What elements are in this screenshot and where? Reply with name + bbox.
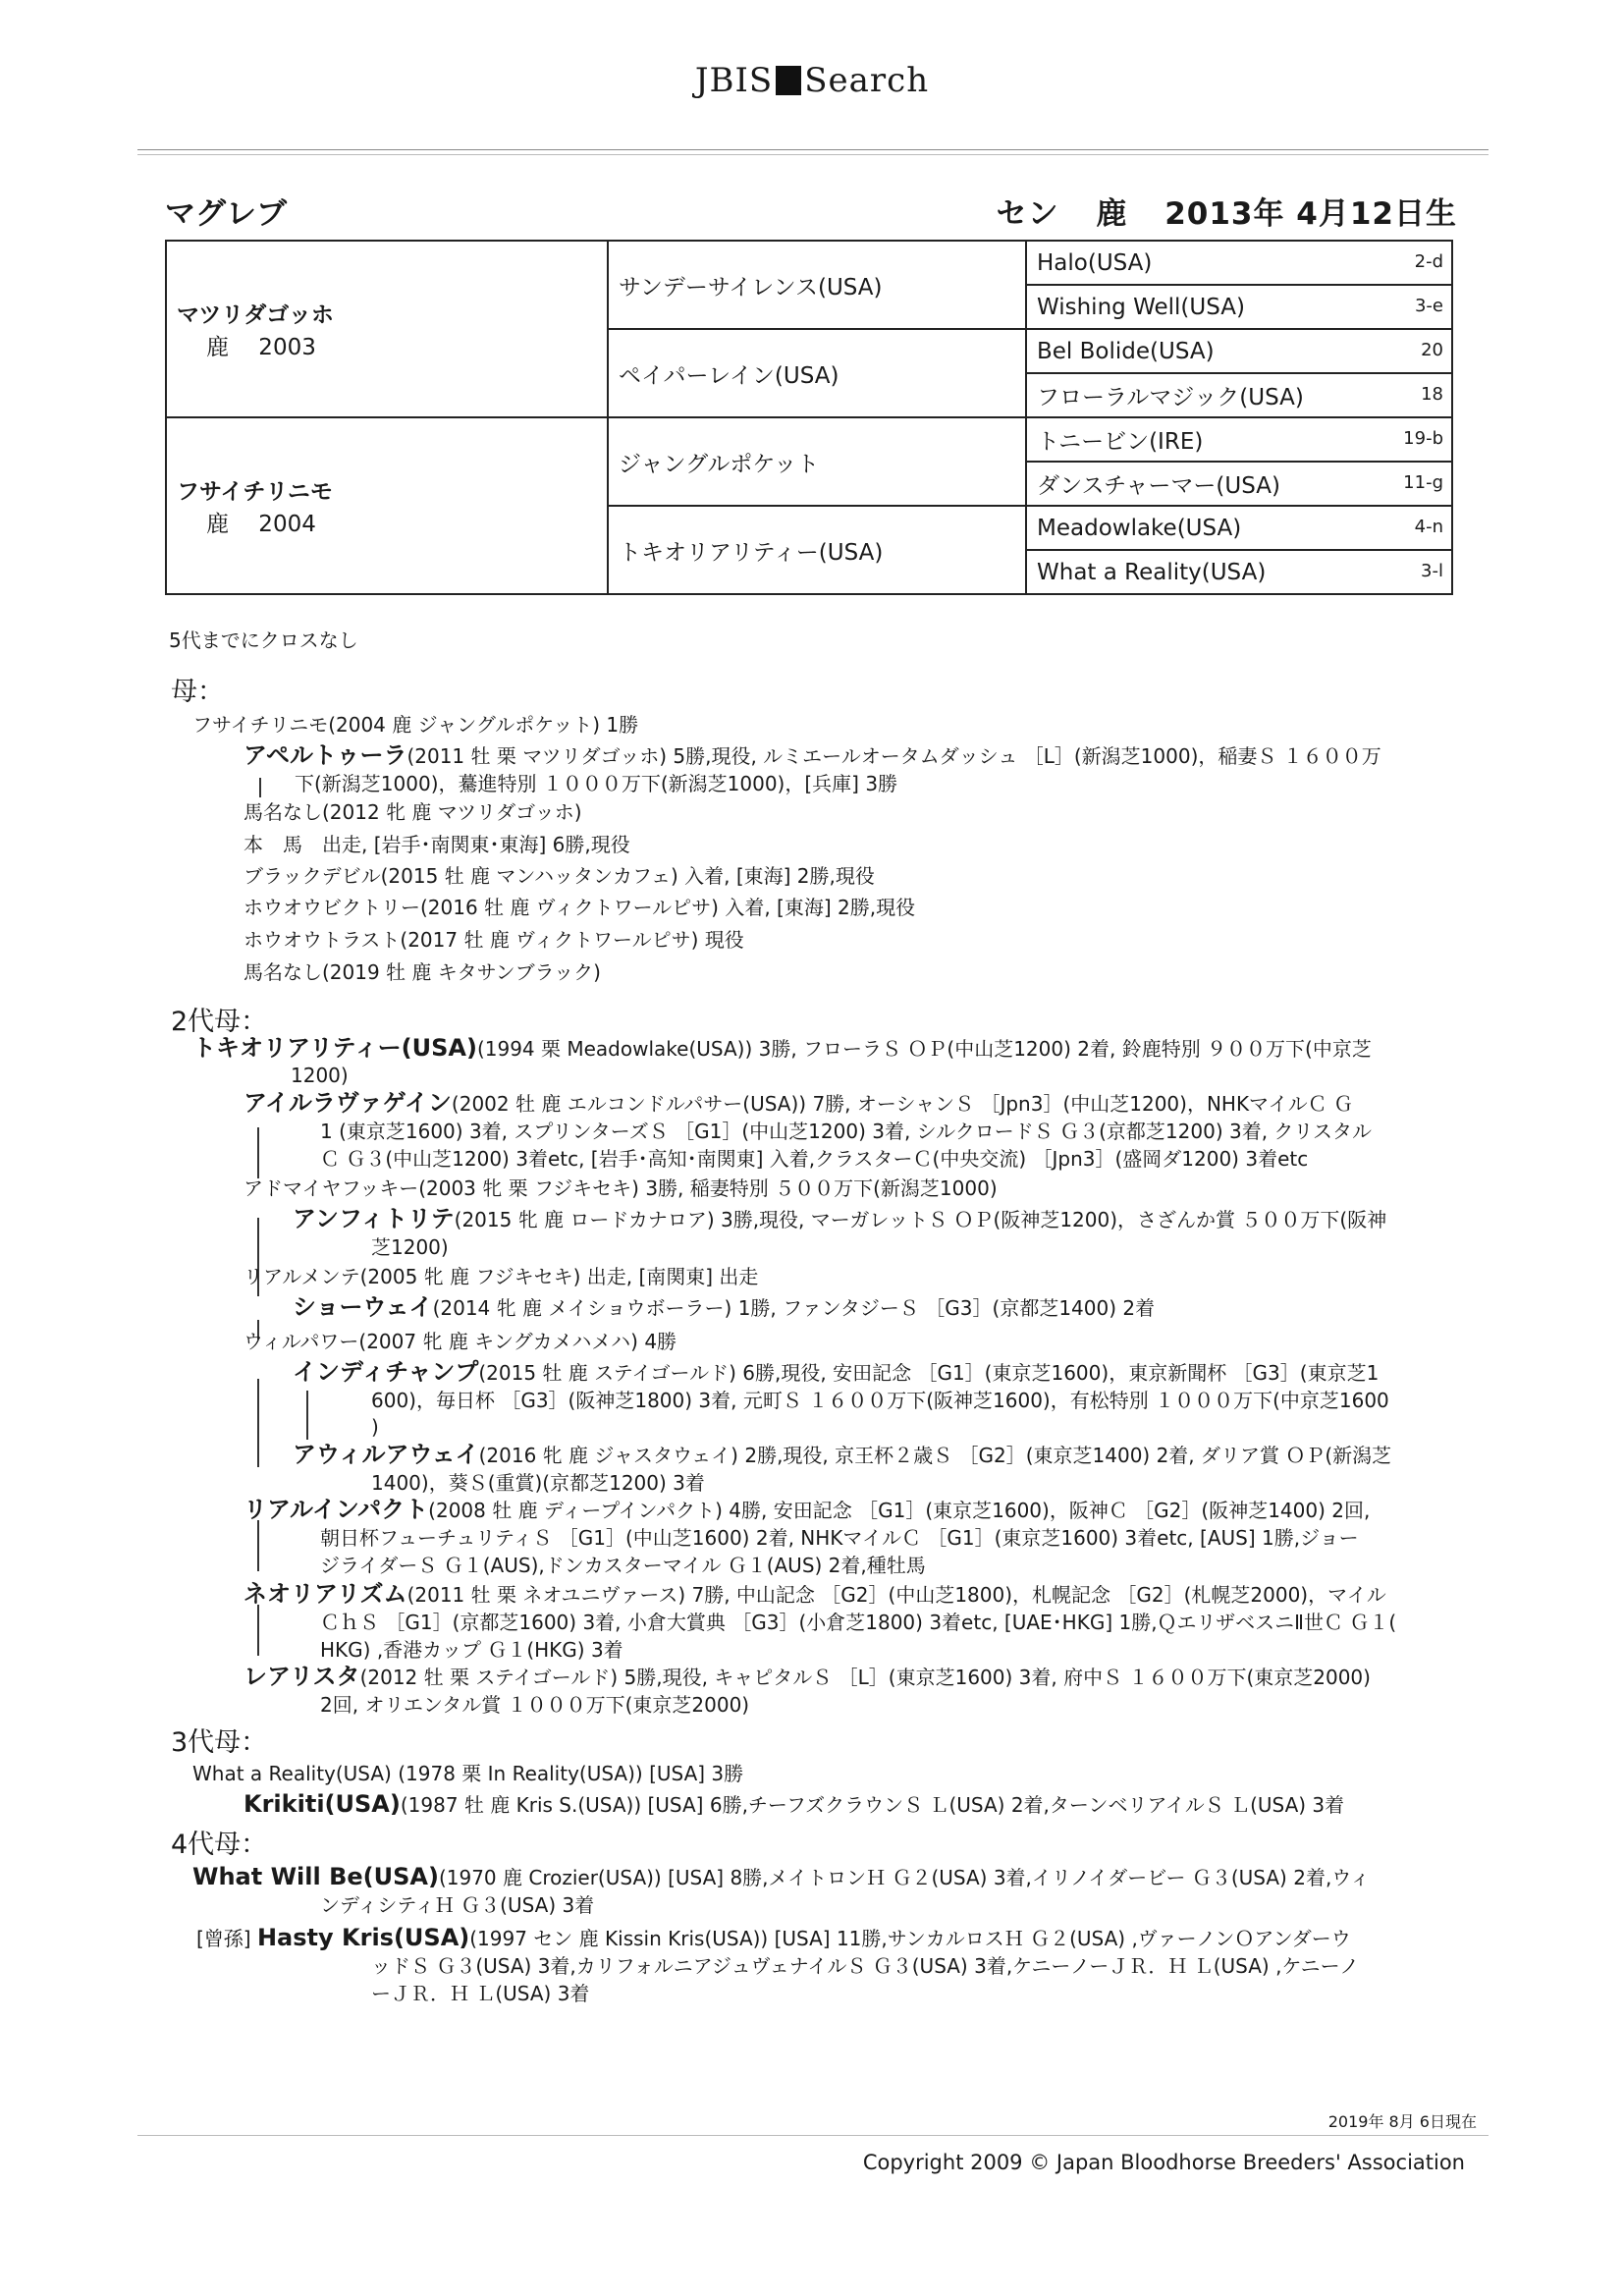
family-line bbox=[192, 1035, 1372, 1062]
horse-name: マグレブ bbox=[165, 196, 287, 232]
dam-name: フサイチリニモ bbox=[177, 479, 333, 505]
family-line bbox=[320, 1118, 1372, 1144]
family-line-text: (1970 鹿 Crozier(USA)) [USA] 8勝,メイトロンＨ Ｇ２(USA) 3着,イリノイダービー Ｇ３(USA) 2着,ウィ bbox=[438, 1866, 1371, 1889]
family-line bbox=[244, 1581, 1386, 1608]
family-line bbox=[320, 1691, 749, 1718]
family-line-text: (2011 牡 栗 マツリダゴッホ) 5勝,現役, ルミエールオータムダッシュ ［L］(新潟芝1000)，稲妻Ｓ １６００万 bbox=[406, 744, 1381, 768]
family-line-text: (2011 牡 栗 ネオユニヴァース) 7勝, 中山記念 ［G2］(中山芝1800)，札幌記念 ［G2］(札幌芝2000)，マイル bbox=[406, 1583, 1386, 1607]
horse-info bbox=[971, 189, 1457, 233]
family-line-text: (2014 牝 鹿 メイショウボーラー) 1勝, ファンタジーＳ ［G3］(京都芝1400) 2着 bbox=[432, 1296, 1156, 1320]
family-line-text: (1997 セン 鹿 Kissin Kris(USA)) [USA] 11勝,サンカルロスＨ Ｇ２(USA) ,ヴァーノンＯアンダーウ bbox=[469, 1927, 1351, 1950]
family-line bbox=[244, 1497, 1370, 1523]
family-line bbox=[244, 926, 744, 953]
family-line-text: 朝日杯フューチュリティＳ ［G1］(中山芝1600) 2着, NHKマイルＣ ［G1］(東京芝1600) 3着etc, [AUS] 1勝,ジョー bbox=[320, 1526, 1359, 1550]
family-line bbox=[320, 1891, 594, 1918]
family-line-text: (1994 栗 Meadowlake(USA)) 3勝, フローラＳ ＯＰ(中山芝1200) 2着, 鈴鹿特別 ９００万下(中京芝 bbox=[476, 1037, 1372, 1061]
family-number: 18 bbox=[1421, 384, 1443, 405]
horse-title-row bbox=[165, 189, 1457, 232]
section-third-dam: 3代母： bbox=[171, 1727, 268, 1758]
family-line bbox=[371, 1469, 705, 1496]
footer-divider bbox=[137, 2135, 1489, 2136]
family-line bbox=[293, 1294, 1155, 1321]
family-line bbox=[371, 1952, 1359, 1979]
section-dam: 母： bbox=[171, 677, 224, 707]
family-line-text: 下(新潟芝1000)，驀進特別 １０００万下(新潟芝1000)，[兵庫] 3勝 bbox=[295, 772, 898, 795]
copyright: Copyright 2009 © Japan Bloodhorse Breeders' Association bbox=[862, 2151, 1465, 2174]
family-horse-name: ショーウェイ bbox=[293, 1293, 433, 1321]
family-line bbox=[244, 1175, 998, 1201]
family-line-text: 芝1200) bbox=[371, 1235, 449, 1259]
family-line-text: ホウオウトラスト(2017 牡 鹿 ヴィクトワールピサ) 現役 bbox=[244, 928, 744, 952]
as-of-date: 2019年 8月 6日現在 bbox=[1327, 2112, 1477, 2131]
pedigree-gen3-cell bbox=[1026, 506, 1452, 550]
pedigree-gen3-cell bbox=[1026, 417, 1452, 462]
section-fourth-dam: 4代母： bbox=[171, 1830, 268, 1860]
family-line bbox=[244, 742, 1381, 769]
family-line bbox=[192, 1864, 1370, 1890]
family-number: 19-b bbox=[1403, 428, 1443, 449]
family-line-text: (2015 牡 鹿 ステイゴールド) 6勝,現役, 安田記念 ［G1］(東京芝1600)，東京新聞杯 ［G3］(東京芝1 bbox=[478, 1361, 1380, 1385]
family-horse-name: アペルトゥーラ bbox=[244, 741, 407, 769]
family-line bbox=[196, 1925, 1351, 1951]
family-line bbox=[295, 770, 897, 796]
family-number: 11-g bbox=[1403, 472, 1443, 493]
family-line-text: 馬名なし(2012 牝 鹿 マツリダゴッホ) bbox=[244, 800, 582, 824]
family-horse-name: ネオリアリズム bbox=[244, 1580, 407, 1608]
pedigree-gen3-cell bbox=[1026, 329, 1452, 373]
family-horse-name: What Will Be(USA) bbox=[192, 1863, 439, 1890]
family-number: 3-e bbox=[1414, 296, 1443, 316]
family-line bbox=[371, 1413, 379, 1440]
pedigree-gen3-cell bbox=[1026, 285, 1452, 329]
section-second-dam: 2代母： bbox=[171, 1007, 268, 1037]
family-line bbox=[244, 862, 875, 889]
pedigree-gen3-name: トニービン(IRE) bbox=[1037, 429, 1204, 455]
family-number: 3-l bbox=[1421, 561, 1443, 581]
family-connector bbox=[257, 1605, 259, 1656]
family-line bbox=[320, 1636, 623, 1663]
family-horse-name: アイルラヴァゲイン bbox=[244, 1089, 452, 1117]
pedigree-table bbox=[165, 240, 1453, 595]
pedigree-gen2-cell: トキオリアリティー(USA) bbox=[608, 506, 1026, 594]
pedigree-gen3-name: Bel Bolide(USA) bbox=[1037, 338, 1215, 364]
dam-detail: 鹿 2004 bbox=[206, 512, 316, 537]
pedigree-gen3-name: フローラルマジック(USA) bbox=[1037, 385, 1304, 410]
family-line-text: ジライダーＳ Ｇ１(AUS),ドンカスターマイル Ｇ１(AUS) 2着,種牡馬 bbox=[320, 1554, 926, 1577]
family-line-text: 本 馬 出走, [岩手･南関東･東海] 6勝,現役 bbox=[244, 833, 630, 856]
family-line-text: 1 (東京芝1600) 3着, スプリンターズＳ ［G1］(中山芝1200) 3着, シルクロードＳ Ｇ３(京都芝1200) 3着, クリスタル bbox=[320, 1120, 1373, 1143]
family-line-text: (2002 牡 鹿 エルコンドルパサー(USA)) 7勝, オーシャンＳ ［Jpn3］(中山芝1200)，NHKマイルＣ Ｇ bbox=[451, 1092, 1354, 1116]
family-line-text: (2008 牡 鹿 ディープインパクト) 4勝, 安田記念 ［G1］(東京芝1600)，阪神Ｃ ［G2］(阪神芝1400) 2回, bbox=[428, 1499, 1371, 1522]
family-line-text: ッドＳ Ｇ３(USA) 3着,カリフォルニアジュヴェナイルＳ Ｇ３(USA) 3着,ケニーノーＪＲ．Ｈ Ｌ(USA) ,ケニーノ bbox=[371, 1954, 1360, 1978]
pedigree-gen3-cell bbox=[1026, 462, 1452, 506]
pedigree-gen3-cell bbox=[1026, 241, 1452, 285]
family-connector bbox=[257, 1520, 259, 1571]
horse-sex: セン bbox=[996, 196, 1059, 232]
family-number: 2-d bbox=[1414, 251, 1443, 272]
family-line bbox=[244, 1791, 1344, 1818]
family-line bbox=[293, 1206, 1386, 1232]
pedigree-sire bbox=[166, 241, 608, 417]
pedigree-gen3-name: Halo(USA) bbox=[1037, 249, 1153, 276]
family-horse-name: インディチャンプ bbox=[293, 1358, 479, 1386]
family-line bbox=[244, 1263, 758, 1289]
family-prefix: [曾孫] bbox=[196, 1927, 251, 1950]
family-line-text: ブラックデビル(2015 牡 鹿 マンハッタンカフェ) 入着, [東海] 2勝,現役 bbox=[244, 864, 875, 888]
family-line-text: HKG) ,香港カップ Ｇ１(HKG) 3着 bbox=[320, 1638, 623, 1662]
family-horse-name: Krikiti(USA) bbox=[244, 1790, 401, 1818]
family-line-text: 2回, オリエンタル賞 １０００万下(東京芝2000) bbox=[320, 1693, 750, 1717]
pedigree-gen2-cell: ペイパーレイン(USA) bbox=[608, 329, 1026, 417]
pedigree-gen3-name: ダンスチャーマー(USA) bbox=[1037, 473, 1280, 499]
family-line bbox=[244, 1328, 677, 1354]
family-line bbox=[293, 1359, 1379, 1386]
family-line-text: ＣｈＳ ［G1］(京都芝1600) 3着, 小倉大賞典 ［G3］(小倉芝1800) 3着etc, [UAE･HKG] 1勝,ＱエリザベスニⅡ世Ｃ Ｇ１( bbox=[320, 1611, 1397, 1634]
family-line-text: ホウオウビクトリー(2016 牡 鹿 ヴィクトワールピサ) 入着, [東海] 2勝,現役 bbox=[244, 896, 916, 919]
family-number: 4-n bbox=[1414, 517, 1443, 537]
horse-birth: 2013年 4月12日生 bbox=[1164, 196, 1457, 232]
family-line-text: (2015 牝 鹿 ロードカナロア) 3勝,現役, マーガレットＳ ＯＰ(阪神芝1200)，さざんか賞 ５００万下(阪神 bbox=[454, 1208, 1387, 1231]
family-line-text: アドマイヤフッキー(2003 牝 栗 フジキセキ) 3勝, 稲妻特別 ５００万下(新潟芝1000) bbox=[244, 1176, 998, 1200]
family-line-text: (2012 牡 栗 ステイゴールド) 5勝,現役, キャピタルＳ ［L］(東京芝1600) 3着, 府中Ｓ １６００万下(東京芝2000) bbox=[359, 1666, 1371, 1689]
family-horse-name: Hasty Kris(USA) bbox=[256, 1924, 470, 1951]
logo-text-left: JBIS bbox=[694, 61, 774, 100]
cross-note: 5代までにクロスなし bbox=[169, 629, 358, 652]
family-line bbox=[320, 1552, 926, 1578]
pedigree-dam bbox=[166, 417, 608, 594]
family-connector bbox=[259, 778, 261, 797]
family-line-text: 600)，毎日杯 ［G3］(阪神芝1800) 3着, 元町Ｓ １６００万下(阪神芝1600)，有松特別 １０００万下(中京芝1600 bbox=[371, 1389, 1389, 1412]
family-line-text: (2016 牝 鹿 ジャスタウェイ) 2勝,現役, 京王杯２歳Ｓ ［G2］(東京芝1400) 2着, ダリア賞 ＯＰ(新潟芝 bbox=[478, 1444, 1392, 1467]
horse-color: 鹿 bbox=[1096, 196, 1128, 232]
header-divider bbox=[137, 149, 1489, 150]
family-line-text: ウィルパワー(2007 牝 鹿 キングカメハメハ) 4勝 bbox=[244, 1330, 677, 1353]
family-connector bbox=[257, 1127, 259, 1178]
family-line bbox=[371, 1980, 589, 2006]
family-horse-name: リアルインパクト bbox=[244, 1496, 429, 1523]
family-line bbox=[320, 1609, 1396, 1635]
pedigree-gen3-name: Wishing Well(USA) bbox=[1037, 294, 1245, 320]
family-horse-name: アウィルアウェイ bbox=[293, 1441, 479, 1468]
family-horse-name: アンフィトリテ bbox=[293, 1205, 455, 1232]
pedigree-gen3-cell bbox=[1026, 373, 1452, 417]
family-connector bbox=[257, 1379, 259, 1467]
pedigree-gen3-name: What a Reality(USA) bbox=[1037, 559, 1267, 585]
family-line-text: ンディシティＨ Ｇ３(USA) 3着 bbox=[320, 1893, 595, 1917]
family-line-text: ) bbox=[371, 1415, 379, 1439]
pedigree-gen3-name: Meadowlake(USA) bbox=[1037, 515, 1242, 541]
family-line bbox=[244, 1664, 1371, 1690]
family-line bbox=[371, 1233, 449, 1260]
jbis-search-logo bbox=[0, 61, 1624, 100]
family-line-text: 1400)，葵Ｓ(重賞)(京都芝1200) 3着 bbox=[371, 1471, 705, 1495]
family-line bbox=[371, 1387, 1389, 1413]
logo-horse-icon bbox=[776, 66, 801, 95]
family-number: 20 bbox=[1421, 340, 1443, 360]
pedigree-gen2-cell: ジャングルポケット bbox=[608, 417, 1026, 506]
family-line-text: フサイチリニモ(2004 鹿 ジャングルポケット) 1勝 bbox=[192, 713, 639, 737]
family-line-text: What a Reality(USA) (1978 栗 In Reality(USA)) [USA] 3勝 bbox=[192, 1762, 744, 1785]
family-line bbox=[320, 1145, 1308, 1172]
family-horse-name: レアリスタ bbox=[244, 1663, 360, 1690]
family-line-text: リアルメンテ(2005 牝 鹿 フジキセキ) 出走, [南関東] 出走 bbox=[244, 1265, 759, 1288]
family-line bbox=[291, 1062, 349, 1088]
pedigree-gen3-cell bbox=[1026, 550, 1452, 594]
family-line bbox=[244, 958, 601, 985]
logo-text-right: Search bbox=[804, 61, 930, 100]
family-line bbox=[244, 798, 582, 825]
family-line bbox=[293, 1442, 1391, 1468]
family-line-text: Ｃ Ｇ３(中山芝1200) 3着etc, [岩手･高知･南関東] 入着,クラスターＣ(中央交流) ［Jpn3］(盛岡ダ1200) 3着etc bbox=[320, 1147, 1309, 1171]
sire-detail: 鹿 2003 bbox=[206, 335, 316, 360]
pedigree-gen2-cell: サンデーサイレンス(USA) bbox=[608, 241, 1026, 329]
family-line bbox=[244, 1090, 1353, 1117]
family-line bbox=[192, 711, 638, 738]
family-line-text: (1987 牡 鹿 Kris S.(USA)) [USA] 6勝,チーフズクラウンＳ Ｌ(USA) 2着,ターンベリアイルＳ Ｌ(USA) 3着 bbox=[400, 1793, 1345, 1817]
header-divider-secondary bbox=[137, 154, 1489, 155]
family-horse-name: トキオリアリティー(USA) bbox=[192, 1034, 477, 1062]
family-connector bbox=[306, 1391, 308, 1440]
sire-name: マツリダゴッホ bbox=[177, 302, 334, 328]
family-line-text: 1200) bbox=[291, 1064, 349, 1087]
family-line bbox=[244, 894, 915, 920]
family-line-text: ーＪＲ．Ｈ Ｌ(USA) 3着 bbox=[371, 1982, 590, 2005]
family-line bbox=[320, 1524, 1359, 1551]
family-line bbox=[192, 1760, 743, 1786]
family-line bbox=[244, 831, 630, 857]
family-line-text: 馬名なし(2019 牡 鹿 キタサンブラック) bbox=[244, 960, 601, 984]
